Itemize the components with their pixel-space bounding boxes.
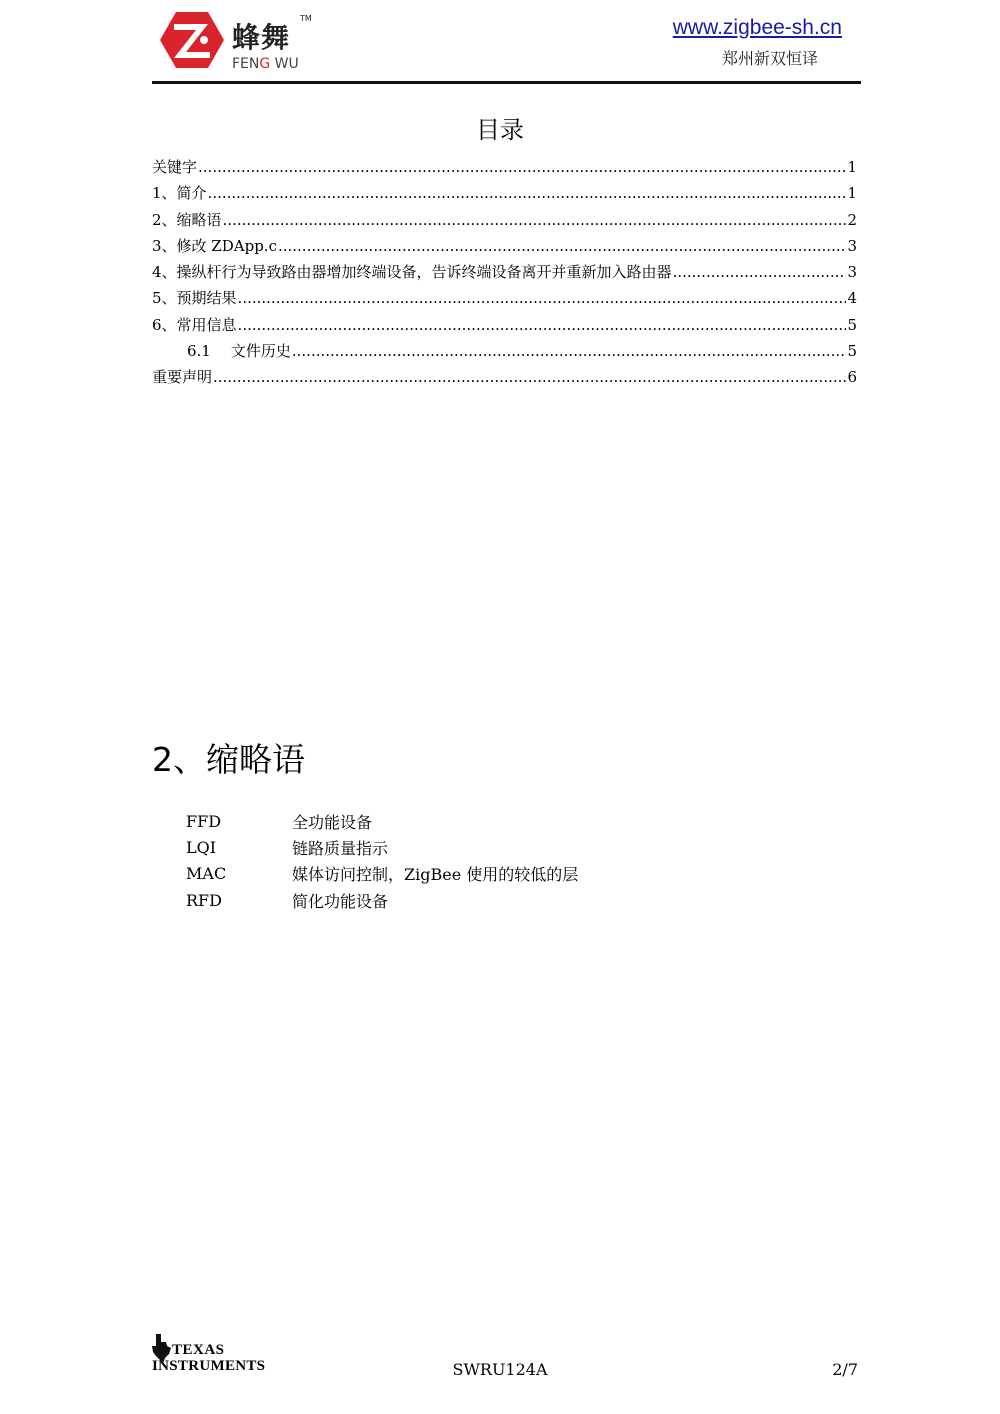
toc-entry[interactable]: 1、简介 ..... 1 — [152, 182, 857, 208]
toc-entry[interactable]: 重要声明 ..... 6 — [152, 366, 857, 392]
toc-entry[interactable]: 4、操纵杆行为导致路由器增加终端设备，告诉终端设备离开并重新加入路由器 ..... 3 — [152, 261, 857, 287]
toc-entry[interactable]: 6、常用信息 ..... 5 — [152, 314, 857, 340]
abbreviation-row: LQI 链路质量指示 — [186, 837, 389, 858]
abbreviation-row: FFD 全功能设备 — [186, 811, 373, 832]
toc-entry[interactable]: 5、预期结果 ..... 4 — [152, 287, 857, 313]
logo-chinese-name: 蜂舞 — [232, 21, 291, 54]
table-of-contents — [152, 156, 857, 393]
ti-logo-line1: TEXAS — [172, 1342, 225, 1358]
abbreviation-row: MAC 媒体访问控制，ZigBee 使用的较低的层 — [186, 864, 579, 885]
abbreviation-row: RFD 简化功能设备 — [186, 890, 389, 911]
toc-subentry[interactable]: 6.1 文件历史 ..... 5 — [152, 340, 857, 366]
header-divider — [152, 81, 861, 84]
website-link[interactable]: www.zigbee-sh.cn — [672, 16, 842, 39]
toc-entry[interactable]: 2、缩略语 ..... 2 — [152, 209, 857, 235]
toc-title: 目录 — [476, 116, 524, 144]
page-number: 2/7 — [832, 1360, 858, 1379]
toc-entry[interactable]: 3、修改 ZDApp.c ..... 3 — [152, 235, 857, 261]
company-name: 郑州新双恒译 — [721, 49, 818, 68]
logo-english-name: FENG WU — [232, 56, 299, 72]
fengwu-logo — [160, 12, 320, 72]
ti-logo-line2: INSTRUMENTS — [152, 1358, 266, 1374]
section-heading: 2、缩略语 — [152, 740, 305, 779]
abbreviation-list — [186, 808, 578, 913]
trademark-mark: TM — [300, 14, 312, 23]
document-id: SWRU124A — [452, 1360, 548, 1379]
toc-entry[interactable]: 关键字 ..... 1 — [152, 156, 857, 182]
fengwu-hexagon-icon — [160, 12, 224, 68]
